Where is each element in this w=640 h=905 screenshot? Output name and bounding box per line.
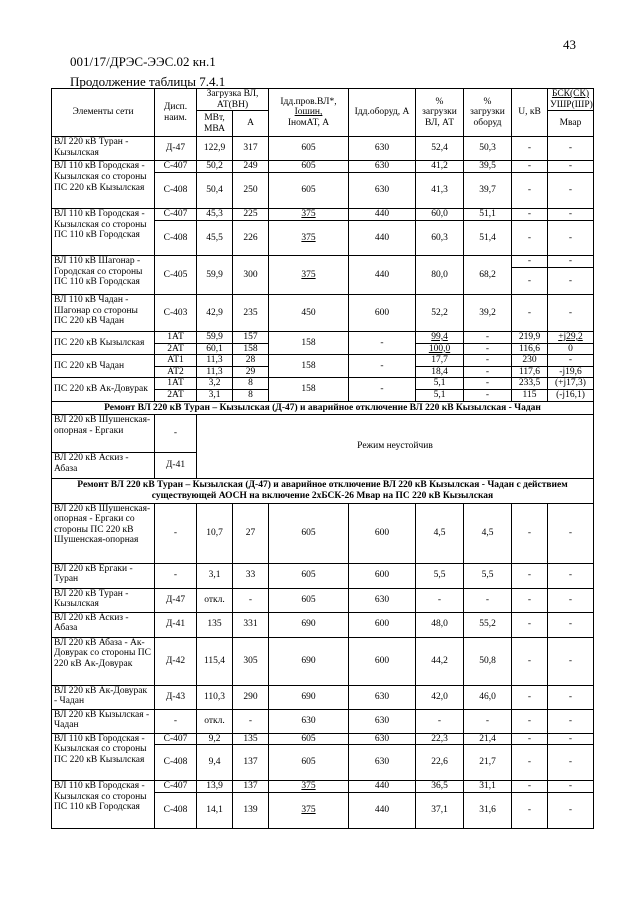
cell-a: - (233, 588, 269, 612)
table-row (52, 781, 594, 793)
cell-equip: 600 (349, 294, 416, 331)
cell-idd: 605 (269, 745, 349, 781)
cell-disp: С-408 (155, 172, 197, 208)
cell-disp: С-407 (155, 733, 197, 745)
cell-idd: 158 (269, 378, 349, 401)
cell-equip: 600 (349, 612, 416, 637)
cell-q: 0 (548, 343, 594, 355)
cell-idd: 375 (269, 220, 349, 255)
cell-a: 250 (233, 172, 269, 208)
cell-name: ВЛ 110 кВ Городская - Кызылская со стороны ПС 110 кВ Городская (52, 208, 155, 255)
cell-equip: - (349, 331, 416, 354)
section-banner (52, 401, 594, 415)
header-bsk-unit: Мвар (548, 111, 594, 137)
table-row (52, 563, 594, 588)
cell-a: 28 (233, 355, 269, 367)
cell-pct-line: 80,0 (416, 255, 464, 294)
cell-pct-line: 52,4 (416, 137, 464, 161)
cell-mw: 3,2 (197, 378, 233, 390)
cell-disp: - (155, 563, 197, 588)
cell-mw: 60,1 (197, 343, 233, 355)
cell-u: - (512, 137, 548, 161)
cell-disp: 2АТ (155, 390, 197, 402)
cell-pct-equip: 31,1 (464, 781, 512, 793)
cell-pct-line: 42,0 (416, 685, 464, 709)
cell-equip: 440 (349, 220, 416, 255)
table-row (52, 331, 594, 343)
cell-mw: 14,1 (197, 792, 233, 828)
cell-q: (+j17,3) (548, 378, 594, 390)
section-banner-text: Ремонт ВЛ 220 кВ Туран – Кызылская (Д-47) и аварийное отключение ВЛ 220 кВ Кызылская - Чадан (52, 401, 594, 415)
cell-pct-line: 37,1 (416, 792, 464, 828)
cell-u: - (512, 172, 548, 208)
header-disp: Дисп. наим. (155, 89, 197, 137)
cell-mw: 135 (197, 612, 233, 637)
table-row (52, 588, 594, 612)
cell-pct-equip: 46,0 (464, 685, 512, 709)
cell-pct-equip: - (464, 355, 512, 367)
cell-q: +j29,2 (548, 331, 594, 343)
cell-a: - (233, 709, 269, 733)
cell-idd: 605 (269, 161, 349, 173)
cell-u: - (512, 709, 548, 733)
cell-idd: 690 (269, 612, 349, 637)
table-row (52, 637, 594, 685)
cell-disp: Д-41 (155, 453, 197, 479)
cell-mw: 42,9 (197, 294, 233, 331)
cell-pct-equip: - (464, 709, 512, 733)
header-row (52, 89, 594, 111)
cell-disp: 1АТ (155, 378, 197, 390)
cell-pct-line: 22,3 (416, 733, 464, 745)
cell-a: 157 (233, 331, 269, 343)
cell-name: ВЛ 220 кВ Шушенская-опорная - Ергаки со стороны ПС 220 кВ Шушенская-опорная (52, 503, 155, 563)
table-row (52, 378, 594, 390)
cell-a: 139 (233, 792, 269, 828)
cell-u: - (512, 781, 548, 793)
cell-q: - (548, 172, 594, 208)
cell-pct-equip: 5,5 (464, 563, 512, 588)
cell-pct-equip: 4,5 (464, 503, 512, 563)
cell-pct-line: 5,5 (416, 563, 464, 588)
cell-q: - (548, 709, 594, 733)
header-bsk-mid: УШР(ШР) (550, 99, 593, 110)
table-row (52, 161, 594, 173)
cell-q: - (548, 637, 594, 685)
cell-name: ВЛ 220 кВ Аскиз - Абаза (52, 453, 155, 479)
cell-q: - (548, 685, 594, 709)
cell-pct-equip: 31,6 (464, 792, 512, 828)
cell-mw: 45,3 (197, 208, 233, 220)
cell-equip: 630 (349, 161, 416, 173)
cell-pct-equip: - (464, 588, 512, 612)
table-row (52, 255, 594, 267)
cell-a: 300 (233, 255, 269, 294)
cell-q: - (548, 355, 594, 367)
cell-u: - (512, 637, 548, 685)
cell-u: - (512, 255, 548, 267)
cell-pct-line: 100,0 (416, 343, 464, 355)
cell-equip: 440 (349, 208, 416, 220)
table-row (52, 294, 594, 331)
cell-disp: 1АТ (155, 331, 197, 343)
cell-pct-line: 18,4 (416, 366, 464, 378)
cell-name: ВЛ 220 кВ Туран - Кызылская (52, 137, 155, 161)
cell-mw: откл. (197, 709, 233, 733)
table-row (52, 137, 594, 161)
cell-name: ПС 220 кВ Чадан (52, 355, 155, 378)
cell-pct-equip: - (464, 390, 512, 402)
cell-mw: 9,2 (197, 733, 233, 745)
cell-equip: 630 (349, 733, 416, 745)
cell-a: 137 (233, 745, 269, 781)
cell-equip: 630 (349, 172, 416, 208)
cell-q: - (548, 792, 594, 828)
cell-pct-equip: 21,7 (464, 745, 512, 781)
cell-equip: 630 (349, 709, 416, 733)
cell-disp: С-407 (155, 208, 197, 220)
cell-name: ВЛ 220 кВ Ергаки - Туран (52, 563, 155, 588)
header-mw: МВт, МВА (197, 111, 233, 137)
page-number: 43 (563, 37, 576, 52)
header-idd-equip: Iдд.оборуд, А (349, 89, 416, 137)
table-row (52, 685, 594, 709)
cell-mw: 9,4 (197, 745, 233, 781)
header-idd-line-top: Iдд.пров.ВЛ*, (280, 96, 337, 107)
cell-mw: 3,1 (197, 390, 233, 402)
cell-u: 117,6 (512, 366, 548, 378)
cell-name: ВЛ 220 кВ Шушенская-опорная - Ергаки (52, 415, 155, 453)
header-elements: Элементы сети (52, 89, 155, 137)
cell-u: - (512, 208, 548, 220)
cell-q: - (548, 161, 594, 173)
cell-mw: 115,4 (197, 637, 233, 685)
cell-idd: 605 (269, 503, 349, 563)
cell-disp: Д-41 (155, 612, 197, 637)
table-row (52, 503, 594, 563)
cell-pct-equip: - (464, 378, 512, 390)
cell-pct-line: 5,1 (416, 390, 464, 402)
cell-q: - (548, 563, 594, 588)
cell-q: - (548, 137, 594, 161)
cell-name: ВЛ 220 кВ Абаза - Ак-Довурак со стороны ПС 220 кВ Ак-Довурак (52, 637, 155, 685)
cell-a: 225 (233, 208, 269, 220)
cell-equip: - (349, 355, 416, 378)
cell-u: 233,5 (512, 378, 548, 390)
cell-q: - (548, 745, 594, 781)
cell-equip: 440 (349, 255, 416, 294)
cell-a: 305 (233, 637, 269, 685)
cell-u: - (512, 588, 548, 612)
header-a: А (233, 111, 269, 137)
cell-idd: 605 (269, 588, 349, 612)
cell-a: 33 (233, 563, 269, 588)
cell-equip: 440 (349, 781, 416, 793)
mode-status: Режим неустойчив (197, 415, 594, 479)
cell-u: - (512, 161, 548, 173)
cell-pct-line: - (416, 709, 464, 733)
cell-name: ВЛ 220 кВ Кызылская - Чадан (52, 709, 155, 733)
cell-pct-equip: 55,2 (464, 612, 512, 637)
table-row (52, 709, 594, 733)
header-u: U, кВ (512, 89, 548, 137)
cell-name: ВЛ 110 кВ Чадан - Шагонар со стороны ПС 220 кВ Чадан (52, 294, 155, 331)
cell-pct-equip: 50,3 (464, 137, 512, 161)
cell-equip: 630 (349, 137, 416, 161)
header-bsk-top: БСК(СК) (551, 89, 590, 99)
cell-pct-equip: 39,7 (464, 172, 512, 208)
cell-pct-line: 48,0 (416, 612, 464, 637)
cell-pct-line: 36,5 (416, 781, 464, 793)
cell-idd: 605 (269, 563, 349, 588)
cell-disp: Д-47 (155, 137, 197, 161)
cell-idd: 158 (269, 331, 349, 354)
table-row (52, 355, 594, 367)
cell-equip: 600 (349, 637, 416, 685)
cell-pct-equip: 39,5 (464, 161, 512, 173)
cell-pct-equip: 51,1 (464, 208, 512, 220)
cell-q: (-j16,1) (548, 390, 594, 402)
cell-mw: 59,9 (197, 255, 233, 294)
cell-a: 27 (233, 503, 269, 563)
cell-idd: 605 (269, 172, 349, 208)
cell-q: - (548, 612, 594, 637)
cell-mw: 11,3 (197, 366, 233, 378)
cell-pct-line: 5,1 (416, 378, 464, 390)
cell-pct-equip: 68,2 (464, 255, 512, 294)
cell-mw: 50,2 (197, 161, 233, 173)
cell-pct-equip: 51,4 (464, 220, 512, 255)
cell-pct-line: 41,3 (416, 172, 464, 208)
cell-a: 331 (233, 612, 269, 637)
section-banner (52, 479, 594, 503)
cell-name: ПС 220 кВ Кызылская (52, 331, 155, 354)
cell-idd: 450 (269, 294, 349, 331)
cell-u: 230 (512, 355, 548, 367)
cell-disp: Д-47 (155, 588, 197, 612)
table-row (52, 612, 594, 637)
cell-a: 29 (233, 366, 269, 378)
cell-idd: 375 (269, 781, 349, 793)
cell-disp: Д-43 (155, 685, 197, 709)
cell-q: - (548, 588, 594, 612)
header-load: Загрузка ВЛ, АТ(ВН) (197, 89, 269, 111)
cell-mw: 13,9 (197, 781, 233, 793)
table-row (52, 733, 594, 745)
cell-name: ПС 220 кВ Ак-Довурак (52, 378, 155, 401)
cell-disp: С-408 (155, 220, 197, 255)
cell-name: ВЛ 110 кВ Городская - Кызылская со стороны ПС 220 кВ Кызылская (52, 733, 155, 781)
cell-equip: 630 (349, 745, 416, 781)
cell-idd: 605 (269, 733, 349, 745)
cell-a: 8 (233, 390, 269, 402)
cell-disp: - (155, 415, 197, 453)
cell-name: ВЛ 220 кВ Туран - Кызылская (52, 588, 155, 612)
cell-idd: 605 (269, 137, 349, 161)
cell-u: - (512, 294, 548, 331)
cell-disp: 2АТ (155, 343, 197, 355)
cell-u: - (512, 792, 548, 828)
cell-mw: откл. (197, 588, 233, 612)
cell-equip: 630 (349, 588, 416, 612)
cell-mw: 122,9 (197, 137, 233, 161)
cell-pct-line: 41,2 (416, 161, 464, 173)
cell-pct-equip: 21,4 (464, 733, 512, 745)
cell-pct-line: 4,5 (416, 503, 464, 563)
cell-disp: АТ2 (155, 366, 197, 378)
cell-pct-equip: - (464, 343, 512, 355)
cell-mw: 50,4 (197, 172, 233, 208)
table-caption: Продолжение таблицы 7.4.1 (70, 74, 226, 89)
cell-mw: 10,7 (197, 503, 233, 563)
cell-a: 249 (233, 161, 269, 173)
cell-a: 317 (233, 137, 269, 161)
cell-q: - (548, 220, 594, 255)
cell-u: - (512, 685, 548, 709)
cell-equip: 630 (349, 685, 416, 709)
cell-equip: - (349, 378, 416, 401)
cell-name: ВЛ 110 кВ Городская - Кызылская со стороны ПС 220 кВ Кызылская (52, 161, 155, 209)
cell-equip: 600 (349, 503, 416, 563)
cell-pct-line: 22,6 (416, 745, 464, 781)
cell-a: 137 (233, 781, 269, 793)
cell-name: ВЛ 220 кВ Аскиз - Абаза (52, 612, 155, 637)
cell-pct-line: 99,4 (416, 331, 464, 343)
cell-a: 235 (233, 294, 269, 331)
table-row (52, 208, 594, 220)
cell-u: - (512, 563, 548, 588)
cell-pct-line: 60,3 (416, 220, 464, 255)
cell-u: 115 (512, 390, 548, 402)
cell-a: 158 (233, 343, 269, 355)
header-idd-line (269, 89, 349, 137)
cell-pct-line: 52,2 (416, 294, 464, 331)
cell-idd: 690 (269, 637, 349, 685)
cell-disp: С-408 (155, 745, 197, 781)
cell-q: - (548, 733, 594, 745)
cell-pct-line: 44,2 (416, 637, 464, 685)
cell-u: - (512, 220, 548, 255)
cell-idd: 375 (269, 208, 349, 220)
cell-disp: - (155, 709, 197, 733)
cell-u: - (512, 503, 548, 563)
cell-q: - (548, 781, 594, 793)
cell-q: - (548, 267, 594, 294)
cell-pct-equip: - (464, 331, 512, 343)
cell-a: 290 (233, 685, 269, 709)
cell-name: ВЛ 110 кВ Шагонар - Городская со стороны ПС 110 кВ Городская (52, 255, 155, 294)
cell-mw: 45,5 (197, 220, 233, 255)
header-pct-line: % загрузки ВЛ, АТ (416, 89, 464, 137)
cell-pct-equip: - (464, 366, 512, 378)
cell-idd: 375 (269, 255, 349, 294)
cell-disp: С-407 (155, 781, 197, 793)
cell-mw: 110,3 (197, 685, 233, 709)
cell-q: - (548, 294, 594, 331)
cell-pct-equip: 39,2 (464, 294, 512, 331)
cell-idd: 630 (269, 709, 349, 733)
table-row (52, 415, 594, 453)
cell-disp: С-405 (155, 255, 197, 294)
header-idd-line-mid: Iошин, (294, 107, 323, 118)
header-idd-line-bot: IномАТ, А (287, 117, 330, 128)
cell-a: 135 (233, 733, 269, 745)
cell-mw: 3,1 (197, 563, 233, 588)
cell-mw: 11,3 (197, 355, 233, 367)
cell-pct-line: 60,0 (416, 208, 464, 220)
cell-disp: Д-42 (155, 637, 197, 685)
cell-pct-line: - (416, 588, 464, 612)
cell-q: - (548, 208, 594, 220)
cell-idd: 690 (269, 685, 349, 709)
cell-u: - (512, 612, 548, 637)
cell-q: - (548, 255, 594, 267)
cell-idd: 158 (269, 355, 349, 378)
data-table (51, 88, 594, 829)
cell-disp: С-407 (155, 161, 197, 173)
header-bsk (548, 89, 594, 111)
cell-u: - (512, 733, 548, 745)
cell-q: - (548, 503, 594, 563)
header-pct-equip: % загрузки оборуд (464, 89, 512, 137)
cell-u: - (512, 745, 548, 781)
cell-pct-equip: 50,8 (464, 637, 512, 685)
cell-q: -j19,6 (548, 366, 594, 378)
cell-a: 8 (233, 378, 269, 390)
cell-u: 116,6 (512, 343, 548, 355)
cell-disp: - (155, 503, 197, 563)
cell-disp: АТ1 (155, 355, 197, 367)
cell-equip: 440 (349, 792, 416, 828)
cell-mw: 59,9 (197, 331, 233, 343)
cell-disp: С-408 (155, 792, 197, 828)
cell-u: 219,9 (512, 331, 548, 343)
cell-name: ВЛ 220 кВ Ак-Довурак - Чадан (52, 685, 155, 709)
cell-name: ВЛ 110 кВ Городская - Кызылская со стороны ПС 110 кВ Городская (52, 781, 155, 829)
document-id: 001/17/ДРЭС-ЭЭС.02 кн.1 (70, 54, 216, 69)
cell-idd: 375 (269, 792, 349, 828)
section-banner-text: Ремонт ВЛ 220 кВ Туран – Кызылская (Д-47) и аварийное отключение ВЛ 220 кВ Кызылская - Чадан с действием существующей АОСН на включение 2хБСК-26 Мвар на ПС 220 кВ Кызылская (52, 479, 594, 503)
cell-disp: С-403 (155, 294, 197, 331)
cell-a: 226 (233, 220, 269, 255)
cell-pct-line: 17,7 (416, 355, 464, 367)
cell-equip: 600 (349, 563, 416, 588)
cell-u: - (512, 267, 548, 294)
